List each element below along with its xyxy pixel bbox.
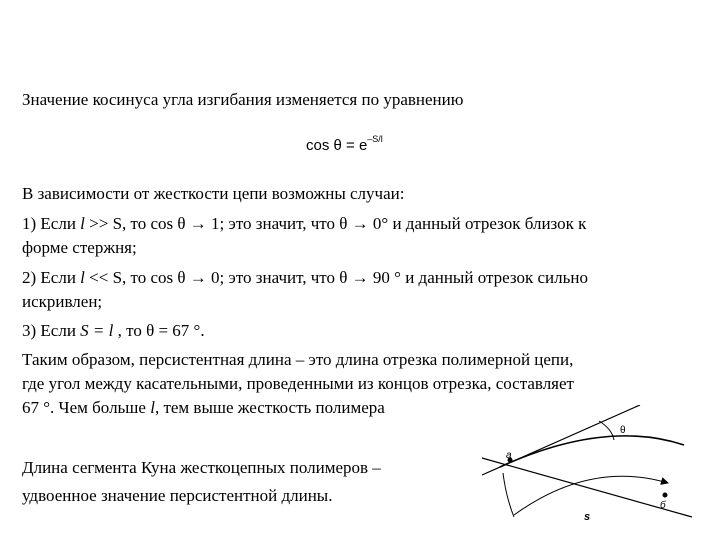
formula [306,136,383,154]
cases-heading: В зависимости от жесткости цепи возможны случаи: [22,184,405,203]
case-1-text: >> S, то cos θ → 1; это значит, что θ → 0° и данный отрезок близок к [84,214,587,233]
chain-curve [500,436,684,467]
conclusion-line-3-prefix: 67 °. Чем больше [22,398,151,417]
case-2-text: << S, то cos θ → 0; это значит, что θ → 90 ° и данный отрезок сильно [84,268,588,287]
arc-length-label: s [584,511,591,523]
case-1-var-l: l [80,214,85,233]
case-2-prefix: 2) Если [22,268,81,287]
kuhn-line-2: удвоенное значение персистентной длины. [22,486,333,505]
case-1-line-1 [22,214,586,234]
point-b-label: б [660,500,666,511]
case-2-line-1 [22,268,588,288]
case-2-var-l: l [80,268,85,287]
case-3-prefix: 3) Если [22,321,81,340]
persistence-diagram [470,405,705,530]
case-3-expr: S = l [80,321,114,340]
conclusion-line-3 [22,398,385,418]
point-b-dot [663,493,668,498]
case-3-line [22,321,205,341]
formula-exponent: –S/l [367,134,383,144]
conclusion-line-2: где угол между касательными, проведенными из концов отрезка, составляет [22,374,574,393]
case-3-suffix: , то θ = 67 °. [113,321,205,340]
case-2-line-2: искривлен; [22,292,103,311]
case-1-line-2: форме стержня; [22,238,137,257]
angle-label: θ [620,425,626,436]
conclusion-line-3-suffix: , тем выше жесткость полимера [154,398,385,417]
intro-text: Значение косинуса угла изгибания изменяется по уравнению [22,90,464,109]
point-a-label: a [506,450,512,461]
case-1-prefix: 1) Если [22,214,81,233]
arc-length-tick [503,473,514,517]
arc-length-arrow [514,476,668,515]
conclusion-var-l: l [150,398,155,417]
formula-lhs: cos θ = e [306,137,368,154]
kuhn-line-1: Длина сегмента Куна жесткоцепных полимеров – [22,458,381,477]
conclusion-line-1: Таким образом, персистентная длина – это длина отрезка полимерной цепи, [22,350,574,369]
